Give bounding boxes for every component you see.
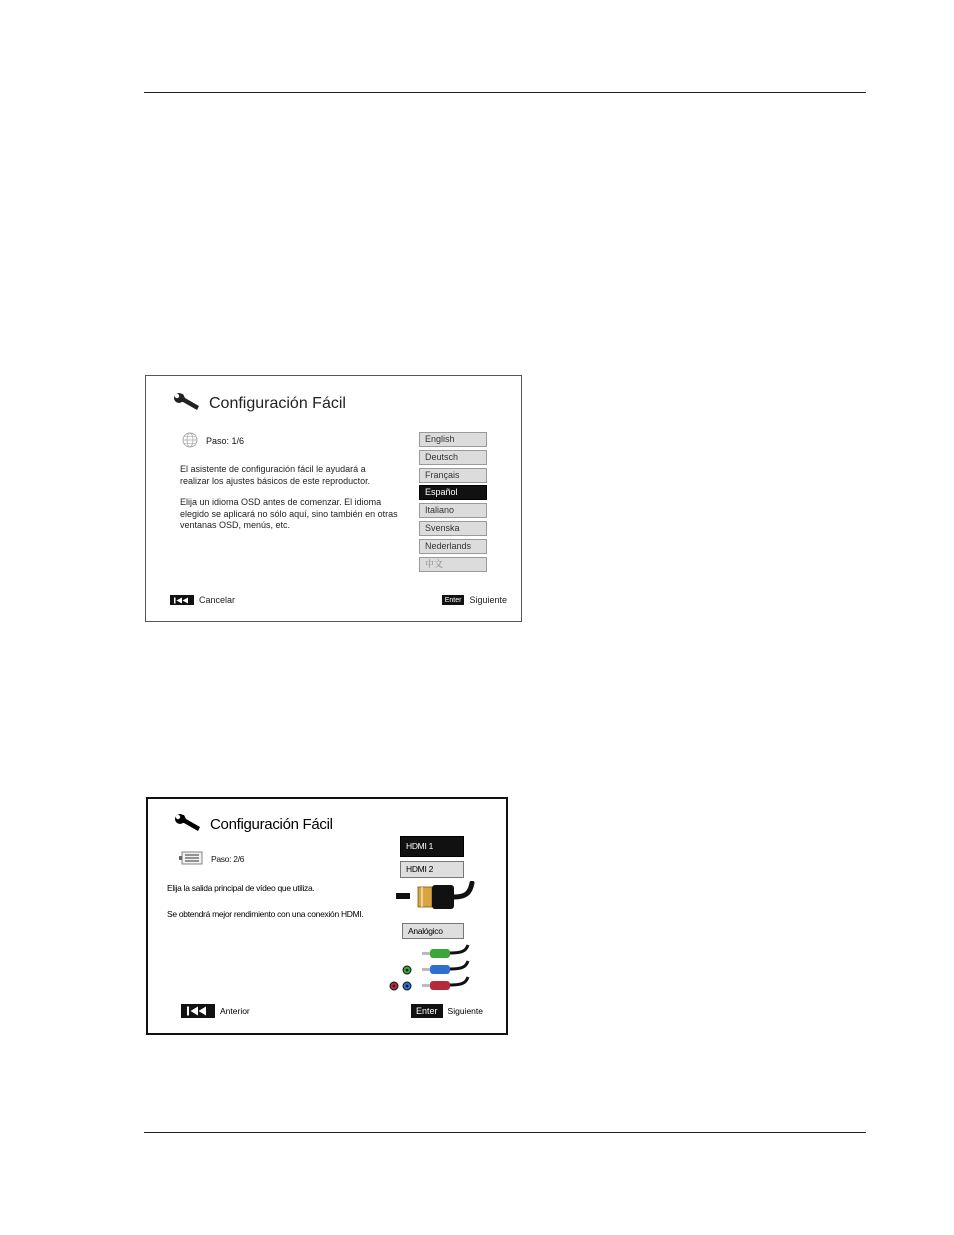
language-option-italiano[interactable]: Italiano	[419, 503, 487, 518]
instruction-text: Elija un idioma OSD antes de comenzar. El idioma elegido se aplicará no sólo aquí, sino también en otras ventanas OSD, menús, etc.	[180, 497, 398, 530]
title-row	[174, 811, 333, 838]
wrench-icon	[173, 390, 201, 417]
enter-key: Enter	[411, 1004, 443, 1018]
hdmi-cable-icon	[396, 881, 478, 911]
green-plug	[422, 945, 468, 958]
step-indicator	[182, 432, 244, 450]
previous-label: Anterior	[220, 1006, 250, 1016]
setup-screen-step1	[145, 375, 522, 622]
language-option-chinese[interactable]: 中文	[419, 557, 487, 572]
page-title: Configuración Fácil	[210, 816, 333, 833]
skip-previous-icon	[170, 595, 194, 605]
instruction-text: Elija la salida principal de vídeo que utiliza.	[167, 883, 315, 893]
next-button[interactable]	[411, 1004, 483, 1018]
cancel-button[interactable]	[170, 595, 235, 605]
language-option-nederlands[interactable]: Nederlands	[419, 539, 487, 554]
language-option-deutsch[interactable]: Deutsch	[419, 450, 487, 465]
enter-key: Enter	[442, 595, 465, 605]
footer-rule	[144, 1132, 866, 1133]
wrench-icon	[174, 811, 202, 838]
next-label: Siguiente	[469, 595, 507, 605]
step-indicator	[179, 851, 244, 867]
language-list	[419, 432, 487, 574]
red-plug	[422, 977, 468, 990]
title-row	[173, 390, 346, 417]
header-rule	[144, 92, 866, 93]
step-label: Paso: 1/6	[206, 436, 245, 446]
intro-text: El asistente de configuración fácil le ayudará a realizar los ajustes básicos de este reproductor.	[180, 464, 371, 486]
page-title: Configuración Fácil	[209, 394, 346, 412]
step-label: Paso: 2/6	[211, 854, 245, 864]
cancel-label: Cancelar	[199, 595, 236, 605]
language-option-francais[interactable]: Français	[419, 468, 487, 483]
hdmi2-option[interactable]: HDMI 2	[400, 861, 464, 878]
language-option-english[interactable]: English	[419, 432, 487, 447]
next-button[interactable]	[442, 595, 507, 605]
blue-plug	[422, 961, 468, 974]
globe-icon	[182, 432, 198, 450]
analog-option[interactable]: Analógico	[402, 923, 464, 939]
hdmi1-option[interactable]: HDMI 1	[400, 836, 464, 857]
skip-previous-icon	[181, 1004, 215, 1018]
language-option-espanol[interactable]: Español	[419, 485, 487, 500]
language-option-svenska[interactable]: Svenska	[419, 521, 487, 536]
video-output-icon	[179, 851, 203, 867]
setup-screen-step2	[146, 797, 508, 1035]
component-cable-icon	[386, 941, 474, 997]
previous-button[interactable]	[181, 1004, 250, 1018]
hint-text: Se obtendrá mejor rendimiento con una conexión HDMI.	[167, 909, 364, 919]
next-label: Siguiente	[447, 1006, 483, 1016]
